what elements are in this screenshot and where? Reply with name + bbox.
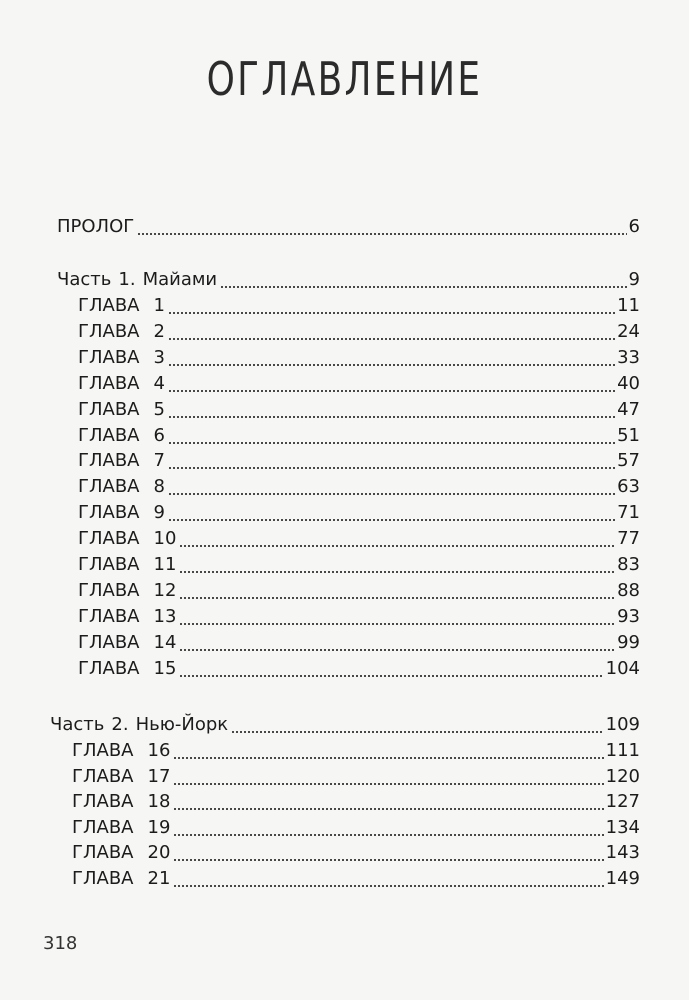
- chapter-label: ГЛАВА: [78, 606, 140, 627]
- toc-chapter-entry: [72, 789, 640, 815]
- dot-leader: [137, 214, 626, 240]
- toc-page-number: 63: [617, 476, 640, 497]
- dot-leader: [173, 738, 603, 764]
- chapter-number: 10: [153, 528, 177, 549]
- chapter-label: ГЛАВА: [72, 740, 134, 761]
- dot-leader: [168, 423, 615, 449]
- toc-page-number: 57: [617, 450, 640, 471]
- chapter-label: ГЛАВА: [78, 450, 140, 471]
- toc-page-number: 33: [617, 347, 640, 368]
- chapter-number: 6: [153, 425, 165, 446]
- toc-chapter-entry: [78, 578, 640, 604]
- chapter-number: 8: [153, 476, 165, 497]
- chapter-label: ГЛАВА: [78, 476, 140, 497]
- chapter-number: 21: [147, 868, 171, 889]
- dot-leader: [179, 552, 615, 578]
- chapter-label: ГЛАВА: [78, 658, 140, 679]
- toc-page-number: 83: [617, 554, 640, 575]
- dot-leader: [173, 764, 603, 790]
- dot-leader: [173, 866, 603, 892]
- chapter-number: 14: [153, 632, 177, 653]
- toc-page-number: 9: [628, 269, 640, 290]
- dot-leader: [179, 656, 603, 682]
- dot-leader: [168, 371, 615, 397]
- chapter-number: 1: [153, 295, 165, 316]
- chapter-label: ГЛАВА: [78, 321, 140, 342]
- toc-chapter-entry: [78, 423, 640, 449]
- dot-leader: [168, 448, 615, 474]
- chapter-label: ГЛАВА: [72, 868, 134, 889]
- chapter-number: 18: [147, 791, 171, 812]
- chapter-label: ГЛАВА: [78, 373, 140, 394]
- toc-chapter-entry: [78, 371, 640, 397]
- toc-chapter-entry: [78, 397, 640, 423]
- toc-chapter-entry: [72, 764, 640, 790]
- toc-page-number: 134: [605, 817, 640, 838]
- dot-leader: [179, 526, 615, 552]
- dot-leader: [231, 712, 604, 738]
- toc-chapter-entry: [72, 840, 640, 866]
- dot-leader: [168, 500, 615, 526]
- part-number: 1.: [118, 269, 136, 290]
- page-title: ОГЛАВЛЕНИЕ: [206, 52, 483, 106]
- chapter-number: 5: [153, 399, 165, 420]
- toc-page-number: 51: [617, 425, 640, 446]
- chapter-label: ГЛАВА: [78, 554, 140, 575]
- dot-leader: [168, 293, 615, 319]
- toc-page-number: 11: [617, 295, 640, 316]
- toc-page-number: 149: [605, 868, 640, 889]
- chapter-label: ГЛАВА: [78, 528, 140, 549]
- dot-leader: [179, 630, 615, 656]
- chapter-number: 12: [153, 580, 177, 601]
- toc-chapter-entry: [78, 500, 640, 526]
- toc-page-number: 24: [617, 321, 640, 342]
- dot-leader: [173, 840, 603, 866]
- toc-chapter-entry: [72, 866, 640, 892]
- chapter-label: ГЛАВА: [78, 425, 140, 446]
- toc-page-number: 104: [605, 658, 640, 679]
- toc-chapter-entry: [78, 552, 640, 578]
- dot-leader: [168, 397, 615, 423]
- part-name: Нью-Йорк: [135, 714, 229, 735]
- chapter-label: ГЛАВА: [78, 502, 140, 523]
- chapter-number: 16: [147, 740, 171, 761]
- chapter-label: ГЛАВА: [78, 399, 140, 420]
- toc-chapter-entry: [78, 604, 640, 630]
- chapter-label: ГЛАВА: [78, 580, 140, 601]
- toc-chapter-entry: [78, 345, 640, 371]
- toc-page-number: 111: [605, 740, 640, 761]
- toc-page-number: 40: [617, 373, 640, 394]
- chapter-number: 3: [153, 347, 165, 368]
- toc-chapter-entry: [78, 319, 640, 345]
- chapter-number: 15: [153, 658, 177, 679]
- dot-leader: [179, 578, 615, 604]
- dot-leader: [220, 267, 626, 293]
- toc-entry-prologue: [57, 214, 640, 240]
- chapter-number: 13: [153, 606, 177, 627]
- toc-page-number: 127: [605, 791, 640, 812]
- part-label: Часть: [57, 269, 112, 290]
- dot-leader: [173, 815, 603, 841]
- part-label: Часть: [50, 714, 105, 735]
- dot-leader: [168, 319, 615, 345]
- toc-entry-label: ПРОЛОГ: [57, 216, 135, 237]
- toc-page-number: 99: [617, 632, 640, 653]
- toc-chapter-entry: [72, 815, 640, 841]
- chapter-number: 9: [153, 502, 165, 523]
- toc-page-number: 6: [628, 216, 640, 237]
- part-name: Майами: [142, 269, 218, 290]
- chapter-label: ГЛАВА: [72, 791, 134, 812]
- chapter-number: 4: [153, 373, 165, 394]
- toc-page-number: 109: [605, 714, 640, 735]
- toc-chapter-entry: [78, 293, 640, 319]
- toc-page-number: 77: [617, 528, 640, 549]
- chapter-number: 11: [153, 554, 177, 575]
- chapter-label: ГЛАВА: [72, 766, 134, 787]
- chapter-label: ГЛАВА: [72, 817, 134, 838]
- dot-leader: [168, 345, 615, 371]
- chapter-label: ГЛАВА: [72, 842, 134, 863]
- toc-chapter-entry: [78, 630, 640, 656]
- toc-chapter-entry: [78, 474, 640, 500]
- toc-part-entry: [57, 267, 640, 293]
- toc-page-number: 47: [617, 399, 640, 420]
- toc-page-number: 71: [617, 502, 640, 523]
- toc-page-number: 88: [617, 580, 640, 601]
- page-number: 318: [43, 933, 78, 954]
- dot-leader: [168, 474, 615, 500]
- chapter-label: ГЛАВА: [78, 295, 140, 316]
- toc-chapter-entry: [78, 448, 640, 474]
- dot-leader: [173, 789, 603, 815]
- chapter-number: 7: [153, 450, 165, 471]
- toc-page-number: 93: [617, 606, 640, 627]
- chapter-label: ГЛАВА: [78, 347, 140, 368]
- chapter-label: ГЛАВА: [78, 632, 140, 653]
- toc-page-number: 143: [605, 842, 640, 863]
- chapter-number: 2: [153, 321, 165, 342]
- toc-chapter-entry: [78, 656, 640, 682]
- toc-part-entry: [50, 712, 640, 738]
- chapter-number: 20: [147, 842, 171, 863]
- dot-leader: [179, 604, 615, 630]
- chapter-number: 19: [147, 817, 171, 838]
- toc-page-number: 120: [605, 766, 640, 787]
- toc-chapter-entry: [78, 526, 640, 552]
- part-number: 2.: [111, 714, 129, 735]
- toc-chapter-entry: [72, 738, 640, 764]
- chapter-number: 17: [147, 766, 171, 787]
